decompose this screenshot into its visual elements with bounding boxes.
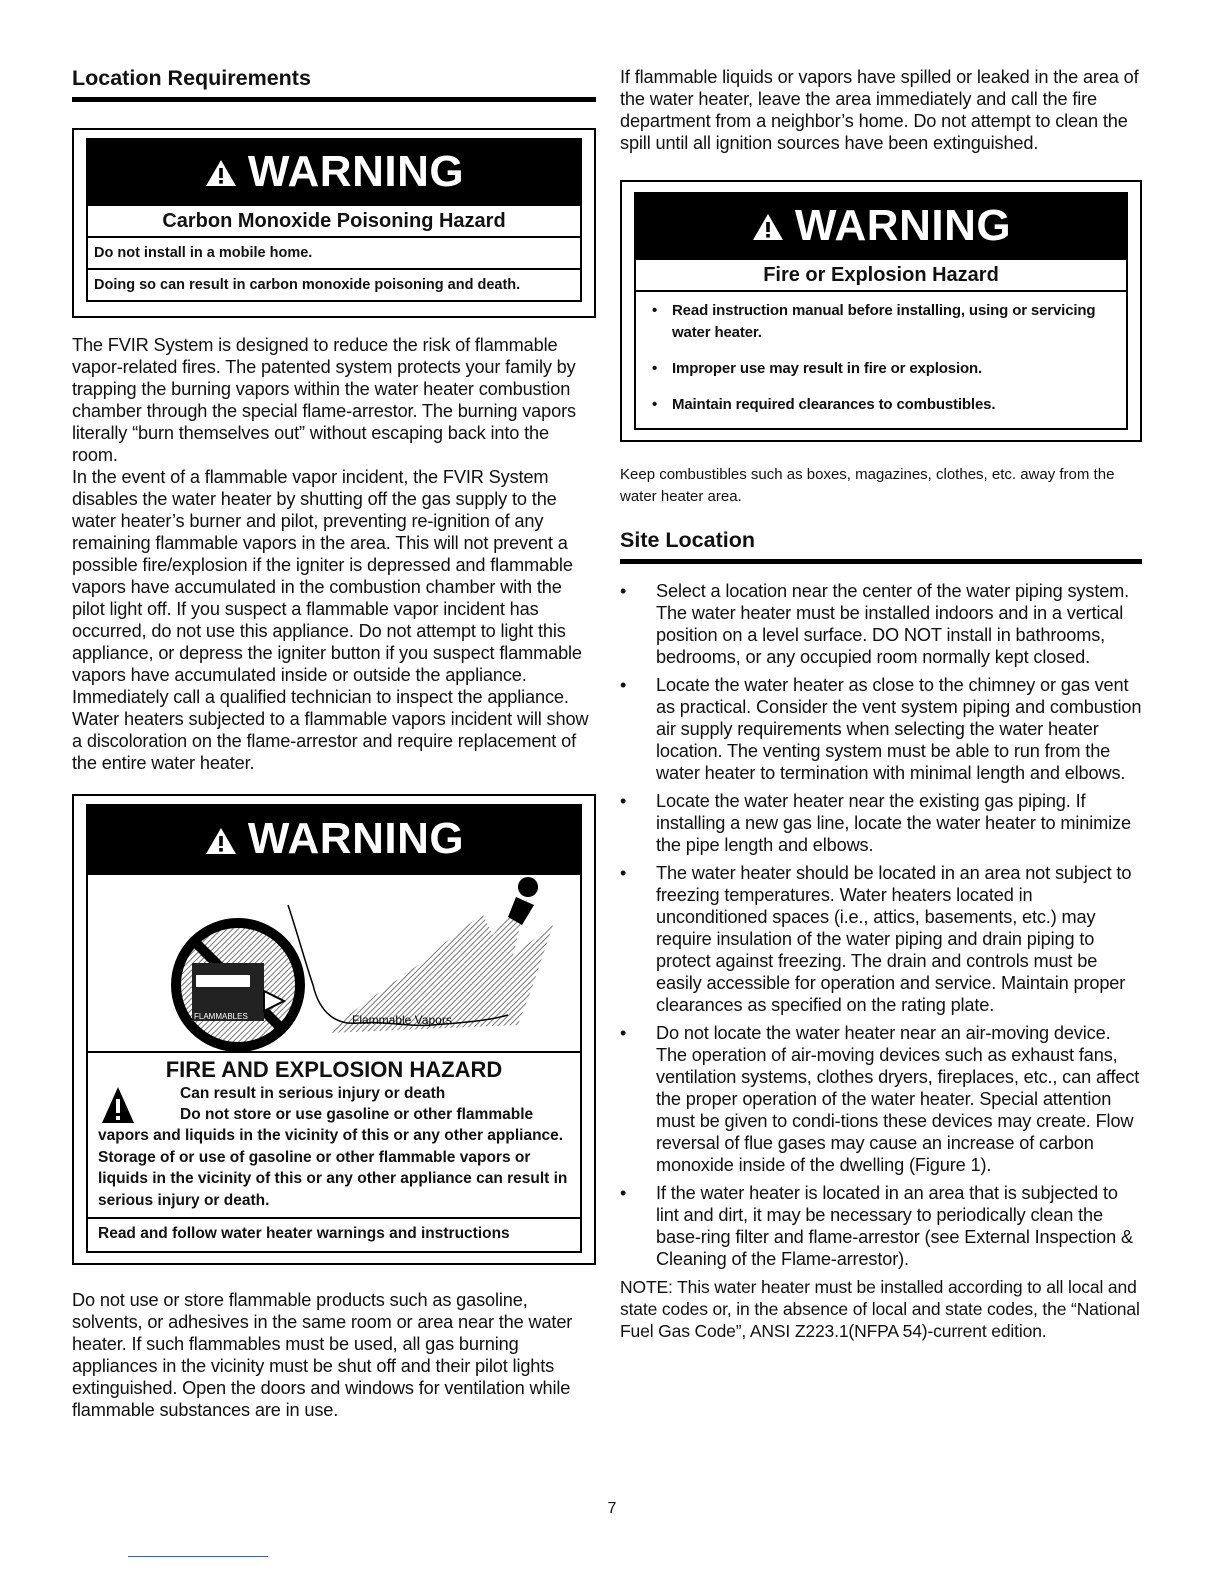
co-warning-banner-text: WARNING: [247, 146, 465, 196]
fire-warning-footer: Read and follow water heater warnings and instructions: [98, 1225, 510, 1243]
explosion-hazard-title: Fire or Explosion Hazard: [636, 260, 1126, 292]
list-item: • If the water heater is located in an area that is subjected to lint and dirt, it may be necessary to periodically clean the base-ring filter and flame-arrestor (see External Inspection & Cleaning of the Flame-arrestor).: [620, 1183, 1133, 1270]
fire-hazard-text-block: [88, 1053, 580, 1220]
right-column: [620, 66, 1145, 1342]
list-item: • Locate the water heater near the existing gas piping. If installing a new gas line, locate the water heater to minimize the pipe length and elbows.: [620, 791, 1131, 856]
location-requirements-heading: Location Requirements: [72, 66, 596, 102]
combustibles-note: Keep combustibles such as boxes, magazines, clothes, etc. away from the water heater area.: [620, 466, 1115, 506]
warning-triangle-icon: [100, 1085, 136, 1130]
flammable-vapors-label: [352, 1013, 452, 1027]
warning-triangle-icon: [751, 196, 785, 260]
fire-warning-banner: [88, 806, 580, 874]
co-warning-inner: [86, 138, 582, 302]
explosion-warning-banner-text: WARNING: [794, 201, 1012, 250]
fire-hazard-subtitle: Can result in serious injury or death: [180, 1084, 446, 1102]
co-warning-line-1: Do not install in a mobile home.: [94, 245, 313, 262]
list-item: • Maintain required clearances to combustibles.: [652, 396, 996, 414]
flammables-can-label: [194, 1012, 248, 1021]
site-location-heading: Site Location: [620, 528, 1142, 564]
fire-hazard-text: Do not store or use gasoline or other flammable vapors and liquids in the vicinity of this or any other appliance. Storage of or use of gasoline or other flammable vapors or liquids in the vicinity of this or any other appliance can result in serious injury or death.: [98, 1105, 568, 1209]
co-warning-box: [72, 128, 596, 318]
list-item: • Locate the water heater as close to the chimney or gas vent as practical. Consider the vent system piping and combustion air supply requirements when selecting the water heater location. The venting system must be able to run from the water heater to termination with minimal length and elbows.: [620, 675, 1142, 784]
explosion-warning-box: [620, 180, 1142, 442]
list-item: • Read instruction manual before installing, using or servicing water heater.: [652, 302, 1096, 342]
fvir-paragraph-1: The FVIR System is designed to reduce the risk of flammable vapor-related fires. The patented system protects your family by trapping the burning vapors within the water heater combustion chamber through the special flame-arrestor. The burning vapors literally “burn themselves out” without escaping back into the room.: [72, 335, 576, 466]
page-number: 7: [607, 1500, 617, 1517]
svg-text:FLAMMABLES: FLAMMABLES: [194, 1011, 248, 1021]
co-warning-banner: [88, 140, 580, 206]
installation-note: NOTE: This water heater must be installed according to all local and state codes or, in the absence of local and state codes, the “National Fuel Gas Code”, ANSI Z223.1(NFPA 54)-current edition.: [620, 1277, 1140, 1342]
explosion-warning-banner: [636, 194, 1126, 260]
explosion-warning-inner: [634, 192, 1128, 430]
fire-warning-banner-text: WARNING: [247, 814, 465, 864]
list-item: • Select a location near the center of the water piping system. The water heater must be installed indoors and in a vertical position on a level surface. DO NOT install in bathrooms, bedrooms, or any occupied room normally kept closed.: [620, 581, 1130, 668]
list-item: • Improper use may result in fire or explosion.: [652, 360, 983, 378]
left-column: [72, 66, 596, 1421]
spill-paragraph: If flammable liquids or vapors have spilled or leaked in the area of the water heater, leave the area immediately and call the fire department from a neighbor’s home. Do not attempt to clean the spill until all ignition sources have been extinguished.: [620, 67, 1139, 153]
fire-warning-inner: [86, 804, 582, 1252]
flammables-paragraph: Do not use or store flammable products such as gasoline, solvents, or adhesives in the same room or area near the water heater. If such flammables must be used, all gas burning appliances in the vicinity must be shut off and their pilot lights extinguished. Open the doors and windows for ventilation while flammable substances are in use.: [72, 1289, 573, 1420]
site-location-list: [620, 580, 1145, 1270]
co-warning-line-2: Doing so can result in carbon monoxide poisoning and death.: [88, 268, 580, 300]
svg-text:Flammable Vapors: Flammable Vapors: [352, 1012, 452, 1027]
explosion-warning-list: [636, 292, 1126, 428]
co-hazard-title: Carbon Monoxide Poisoning Hazard: [88, 206, 580, 238]
fire-hazard-title: FIRE AND EXPLOSION HAZARD: [165, 1056, 503, 1082]
list-item: • Do not locate the water heater near an air-moving device. The operation of air-moving devices such as exhaust fans, ventilation systems, clothes dryers, fireplaces, etc., can affect the proper operation of the water heater. Special attention must be given to condi-tions these devices may create. Flow reversal of flue gases may cause an increase of carbon monoxide inside of the dwelling (Figure 1).: [620, 1023, 1140, 1176]
footer-rule: [128, 1556, 268, 1557]
fire-warning-box: [72, 794, 596, 1264]
fvir-paragraph-2: In the event of a flammable vapor incident, the FVIR System disables the water heater by shutting off the gas supply to the water heater’s burner and pilot, preventing re-ignition of any remaining flammable vapors in the area. This will not prevent a possible fire/explosion if the igniter is depressed and flammable vapors have accumulated in the combustion chamber with the pilot light off. If you suspect a flammable vapor incident has occurred, do not use this appliance. Do not attempt to light this appliance, or depress the igniter button if you suspect flammable vapors have accumulated inside or outside the appliance. Immediately call a qualified technician to inspect the appliance. Water heaters subjected to a flammable vapors incident will show a discoloration on the flame-arrestor and require replacement of the entire water heater.: [72, 467, 589, 774]
warning-triangle-icon: [204, 142, 238, 206]
warning-triangle-icon: [204, 809, 238, 875]
flammable-vapors-illustration: [88, 875, 580, 1053]
list-item: • The water heater should be located in an area not subject to freezing temperatures. Water heaters located in unconditioned spaces (i.e., attics, basements, etc.) may require insulation of the water piping and drain piping to protect against freezing. The drain and controls must be easily accessible for operation and service. Maintain proper clearances as specified on the rating plate.: [620, 863, 1132, 1016]
